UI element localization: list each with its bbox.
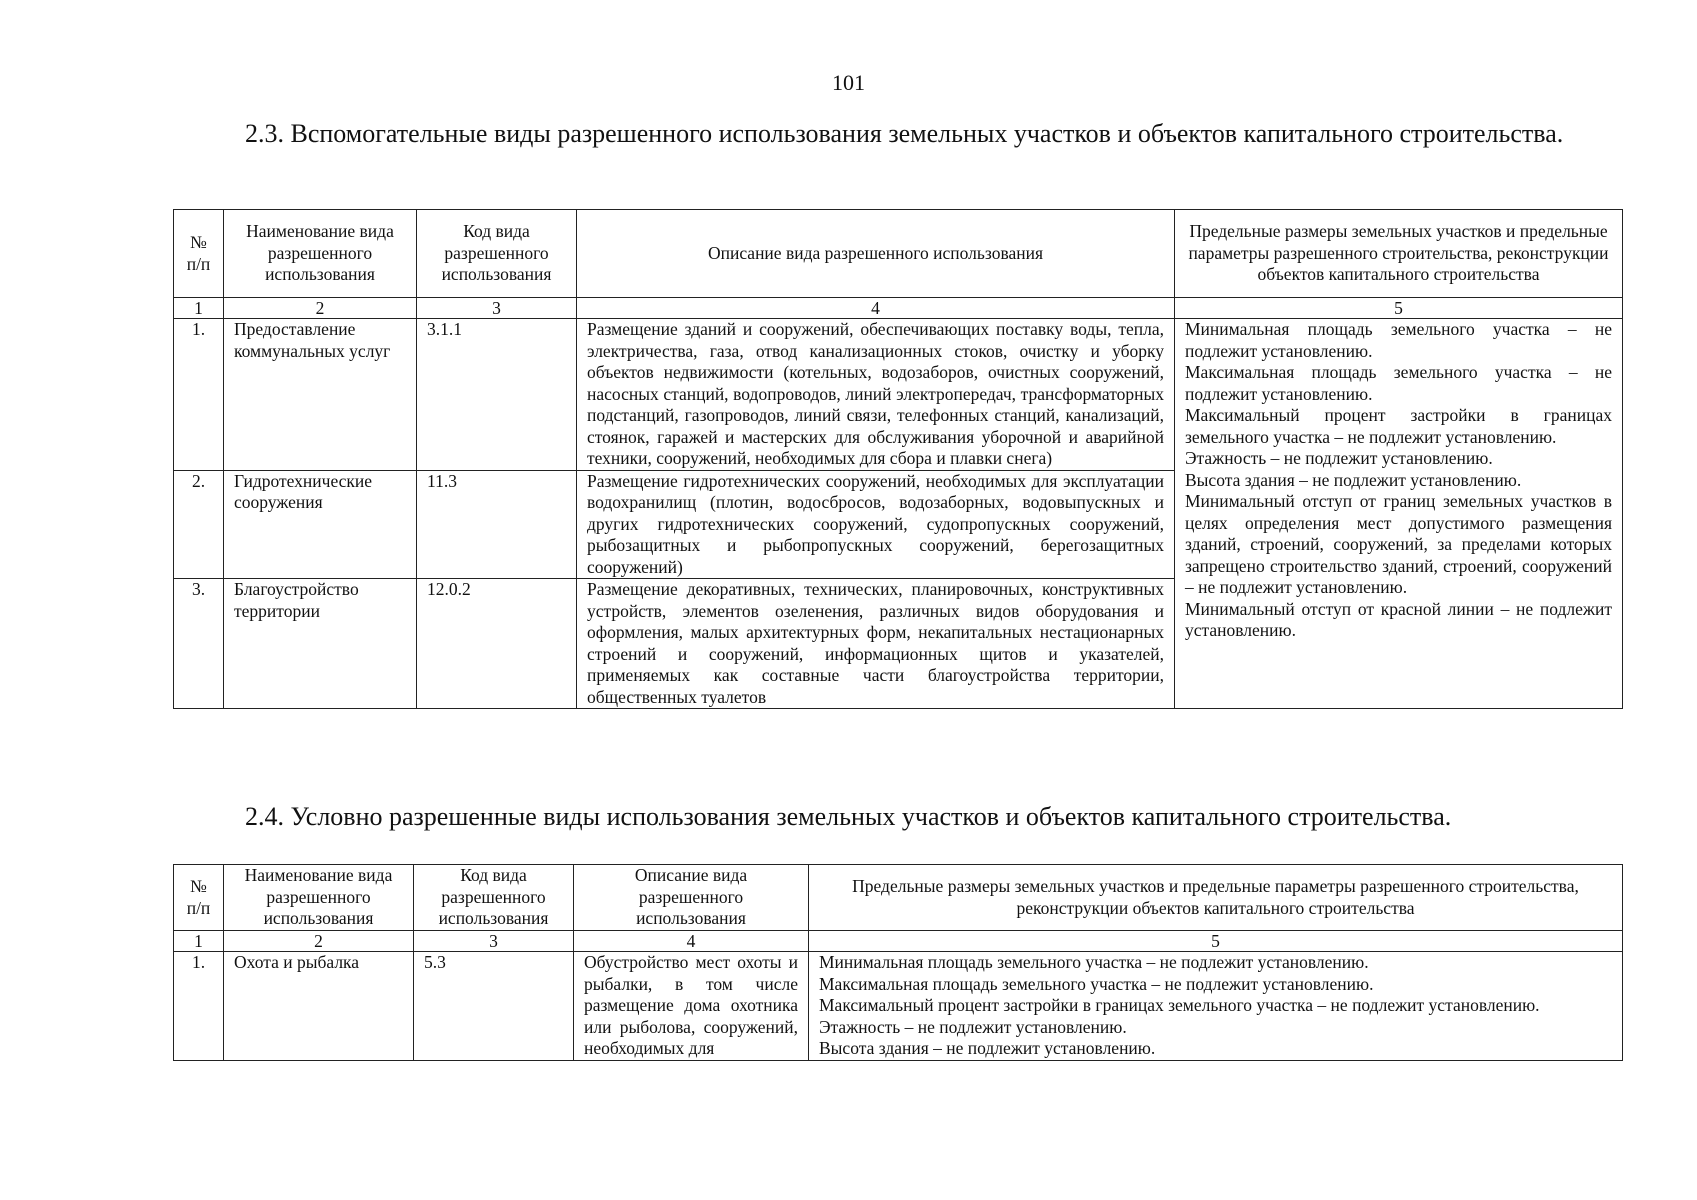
column-number: 5 xyxy=(809,931,1623,952)
page-number: 101 xyxy=(832,70,865,95)
row-number: 3. xyxy=(174,579,224,709)
table-row xyxy=(174,319,1623,471)
parameters-cell xyxy=(1175,319,1623,709)
parameter-line: Минимальная площадь земельного участка – не подлежит установлению. xyxy=(1185,319,1612,361)
parameter-line: Минимальный отступ от красной линии – не подлежит установлению. xyxy=(1185,598,1612,640)
use-name: Благоустройство территории xyxy=(224,579,417,709)
column-number: 5 xyxy=(1175,298,1623,319)
parameter-line: Минимальная площадь земельного участка – не подлежит установлению. xyxy=(819,952,1369,972)
column-number: 1 xyxy=(174,931,224,952)
column-number-row xyxy=(174,931,1623,952)
header-cell: № п/п xyxy=(174,210,224,298)
use-name: Гидротехнические сооружения xyxy=(224,470,417,579)
conditional-uses-table xyxy=(173,864,1623,1061)
header-cell: Код вида разрешенного использования xyxy=(417,210,577,298)
column-number-row xyxy=(174,298,1623,319)
use-code: 11.3 xyxy=(417,470,577,579)
header-cell: Код вида разрешенного использования xyxy=(414,865,574,931)
table-row xyxy=(174,952,1623,1061)
use-description: Размещение декоративных, технических, планировочных, конструктивных устройств, элементов озеленения, различных видов оборудования и оформления, малых архитектурных форм, некапитальных нестационарных строений и сооружений, информационных щитов и указателей, применяемых как составные части благоустройства территории, общественных туалетов xyxy=(577,579,1175,709)
parameter-line: Максимальный процент застройки в границах земельного участка – не подлежит установлению. xyxy=(1185,405,1612,447)
row-number: 2. xyxy=(174,470,224,579)
header-cell: Наименование вида разрешенного использования xyxy=(224,865,414,931)
parameter-line: Этажность – не подлежит установлению. xyxy=(1185,448,1493,468)
parameter-line: Максимальная площадь земельного участка – не подлежит установлению. xyxy=(1185,362,1612,404)
section-2-4-title: 2.4. Условно разрешенные виды использования земельных участков и объектов капитального строительства. xyxy=(245,802,1452,831)
column-number: 2 xyxy=(224,298,417,319)
parameter-line: Этажность – не подлежит установлению. xyxy=(819,1016,1127,1037)
use-code: 5.3 xyxy=(414,952,574,1061)
parameter-line: Высота здания – не подлежит установлению. xyxy=(1185,469,1522,490)
column-number: 2 xyxy=(224,931,414,952)
header-cell: Предельные размеры земельных участков и предельные параметры разрешенного строительства, реконструкции объектов капитального строительства xyxy=(809,865,1623,931)
column-number: 3 xyxy=(417,298,577,319)
column-number: 1 xyxy=(174,298,224,319)
column-number: 3 xyxy=(414,931,574,952)
parameters-cell xyxy=(809,952,1623,1061)
section-2-3-title: 2.3. Вспомогательные виды разрешенного использования земельных участков и объектов капитального строительства. xyxy=(245,119,1564,148)
parameter-line: Максимальный процент застройки в границах земельного участка – не подлежит установлению. xyxy=(819,995,1540,1015)
use-description: Обустройство мест охоты и рыбалки, в том числе размещение дома охотника или рыболова, сооружений, необходимых для xyxy=(574,952,809,1061)
parameter-line: Максимальная площадь земельного участка – не подлежит установлению. xyxy=(819,973,1374,994)
use-code: 3.1.1 xyxy=(417,319,577,471)
use-description: Размещение гидротехнических сооружений, необходимых для эксплуатации водохранилищ (плотин, водосбросов, водозаборных, водовыпускных и других гидротехнических сооружений, судопропускных сооружений, рыбозащитных и рыбопропускных сооружений, берегозащитных сооружений) xyxy=(577,470,1175,579)
header-cell: Предельные размеры земельных участков и предельные параметры разрешенного строительства, реконструкции объектов капитального строительства xyxy=(1175,210,1623,298)
column-number: 4 xyxy=(574,931,809,952)
parameter-line: Высота здания – не подлежит установлению. xyxy=(819,1038,1156,1058)
use-description: Размещение зданий и сооружений, обеспечивающих поставку воды, тепла, электричества, газа, отвод канализационных стоков, очистку и уборку объектов недвижимости (котельных, водозаборов, очистных сооружений, насосных станций, водопроводов, линий электропередач, трансформаторных подстанций, газопроводов, линий связи, телефонных станций, канализаций, стоянок, гаражей и мастерских для обслуживания уборочной и аварийной техники, сооружений, необходимых для сбора и плавки снега) xyxy=(577,319,1175,471)
use-name: Охота и рыбалка xyxy=(224,952,414,1061)
auxiliary-uses-table xyxy=(173,209,1623,709)
use-name: Предоставление коммунальных услуг xyxy=(224,319,417,471)
row-number: 1. xyxy=(174,952,224,1061)
header-cell: Наименование вида разрешенного использования xyxy=(224,210,417,298)
row-number: 1. xyxy=(174,319,224,471)
header-cell: Описание вида разрешенного использования xyxy=(577,210,1175,298)
header-cell: Описание вида разрешенного использования xyxy=(574,865,809,931)
parameter-line: Минимальный отступ от границ земельных участков в целях определения мест допустимого размещения зданий, строений, сооружений, за пределами которых запрещено строительство зданий, строений, сооружений – не подлежит установлению. xyxy=(1185,491,1612,597)
use-code: 12.0.2 xyxy=(417,579,577,709)
table-header-row xyxy=(174,865,1623,931)
table-header-row xyxy=(174,210,1623,298)
header-cell: № п/п xyxy=(174,865,224,931)
column-number: 4 xyxy=(577,298,1175,319)
